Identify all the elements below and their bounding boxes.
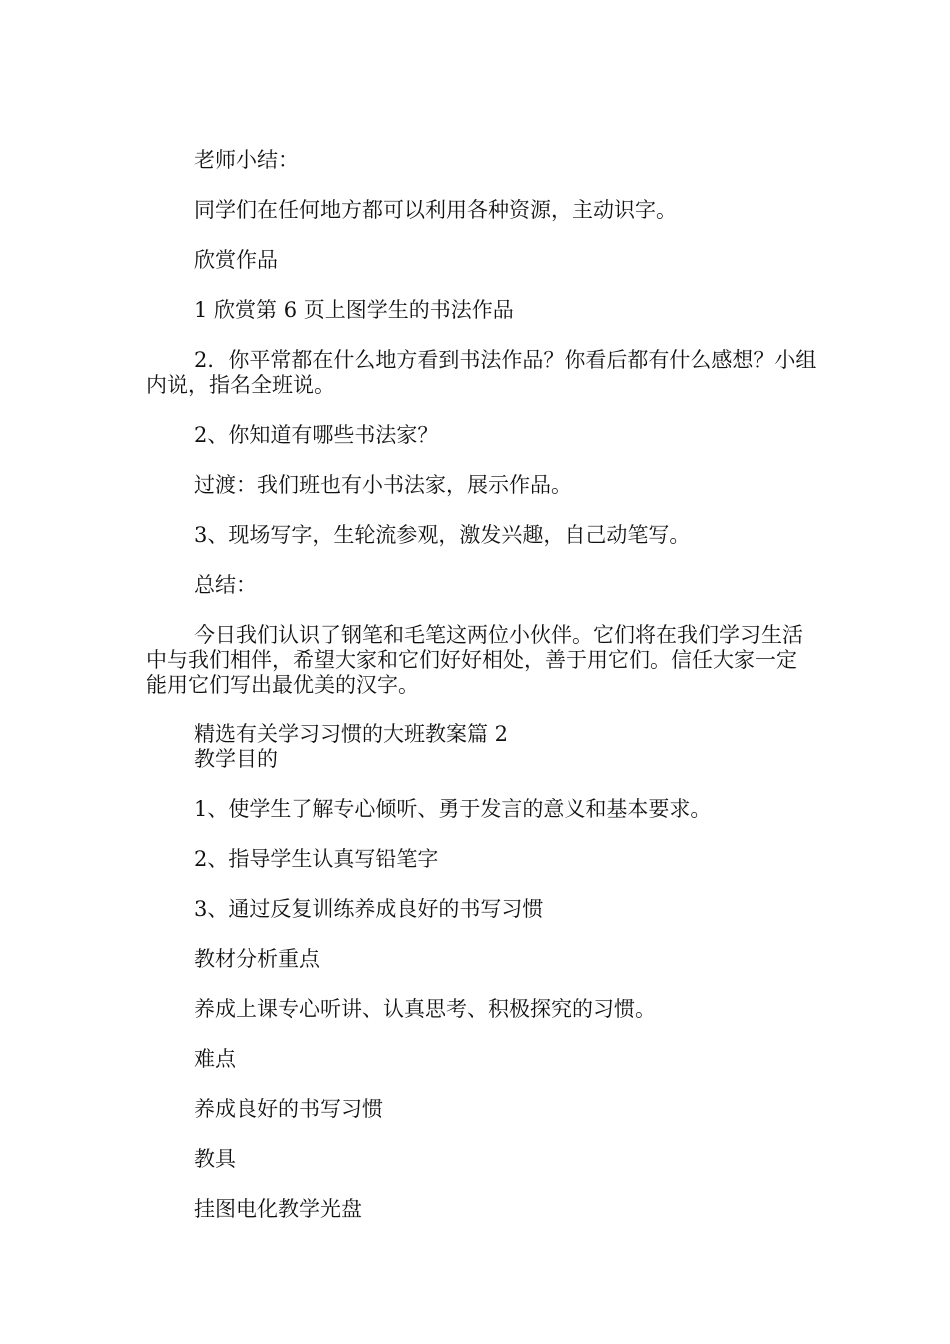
paragraph-difficulty: 养成良好的书写习惯 (194, 1097, 383, 1121)
paragraph-teacher-summary: 同学们在任何地方都可以利用各种资源，主动识字。 (194, 198, 677, 222)
paragraph-teaching-objectives-heading: 教学目的 (194, 747, 278, 771)
paragraph-key-points: 养成上课专心听讲、认真思考、积极探究的习惯。 (194, 997, 656, 1021)
paragraph-appreciate-works-heading: 欣赏作品 (194, 248, 278, 272)
paragraph-teaching-aids-heading: 教具 (194, 1147, 236, 1171)
paragraph-calligraphers-question: 2、你知道有哪些书法家？ (194, 423, 439, 447)
paragraph-teaching-aids: 挂图电化教学光盘 (194, 1197, 362, 1221)
paragraph-appreciate-step-2: 2．你平常都在什么地方看到书法作品？你看后都有什么感想？小组内说，指名全班说。 (146, 348, 817, 397)
paragraph-objective-3: 3、通过反复训练养成良好的书写习惯 (194, 897, 544, 921)
paragraph-key-points-heading: 教材分析重点 (194, 947, 320, 971)
paragraph-transition: 过渡：我们班也有小书法家，展示作品。 (194, 473, 572, 497)
paragraph-live-writing: 3、现场写字，生轮流参观，激发兴趣，自己动笔写。 (194, 523, 691, 547)
paragraph-appreciate-step-1: 1 欣赏第 6 页上图学生的书法作品 (194, 298, 514, 322)
paragraph-conclusion-heading: 总结： (194, 573, 257, 597)
paragraph-objective-1: 1、使学生了解专心倾听、勇于发言的意义和基本要求。 (194, 797, 712, 821)
paragraph-teacher-summary-heading: 老师小结： (194, 148, 299, 172)
paragraph-objective-2: 2、指导学生认真写铅笔字 (194, 847, 439, 871)
paragraph-lesson-plan-title: 精选有关学习习惯的大班教案篇 2 (194, 722, 509, 746)
paragraph-difficulty-heading: 难点 (194, 1047, 236, 1071)
paragraph-conclusion: 今日我们认识了钢笔和毛笔这两位小伙伴。它们将在我们学习生活中与我们相伴，希望大家和它们好好相处，善于用它们。信任大家一定能用它们写出最优美的汉字。 (146, 623, 803, 697)
